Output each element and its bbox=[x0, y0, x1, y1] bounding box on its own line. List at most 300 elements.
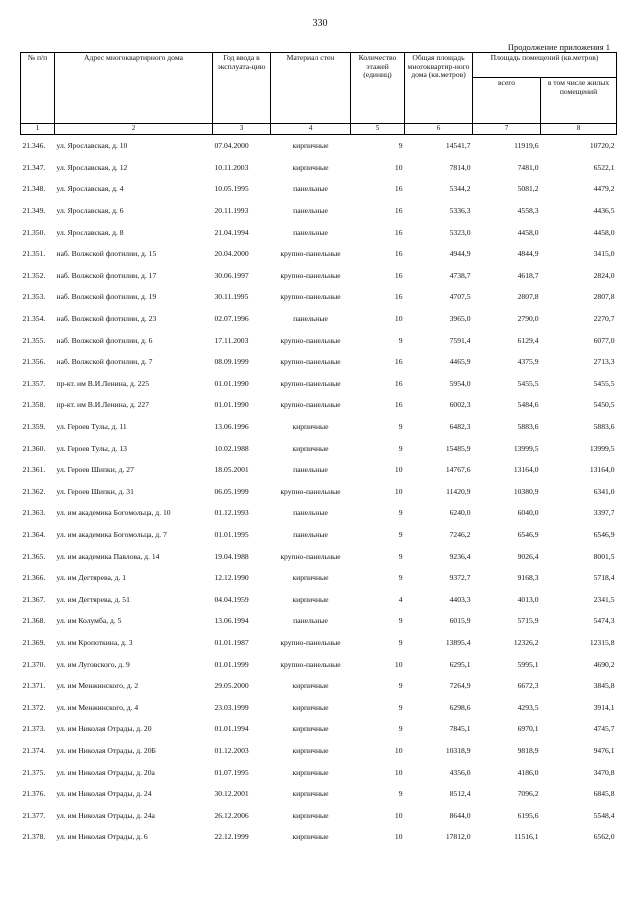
col-number: 5 bbox=[351, 124, 405, 135]
row-material: панельные bbox=[293, 616, 328, 626]
row-total-area: 17812,0 bbox=[445, 832, 471, 842]
row-premises-all: 4186,0 bbox=[517, 767, 539, 777]
row-year: 30.11.1995 bbox=[214, 292, 249, 302]
row-premises-living: 5474,3 bbox=[593, 616, 615, 626]
table-row bbox=[21, 221, 617, 243]
row-premises-living: 5455,5 bbox=[593, 378, 615, 388]
row-material: кирпичные bbox=[292, 767, 329, 777]
row-number: 21.348. bbox=[22, 184, 46, 194]
row-material: крупно-панельные bbox=[280, 400, 341, 410]
row-address: наб. Волжской флотилии, д. 6 bbox=[56, 335, 153, 345]
row-premises-all: 4618,7 bbox=[517, 270, 539, 280]
row-year: 01.12.2003 bbox=[214, 745, 249, 755]
row-year: 19.04.1988 bbox=[214, 551, 249, 561]
row-premises-living: 5883,6 bbox=[593, 422, 615, 432]
row-year: 01.07.1995 bbox=[214, 767, 249, 777]
row-material: панельные bbox=[293, 184, 328, 194]
row-address: ул. Ярославская, д. 8 bbox=[56, 227, 124, 237]
row-premises-all: 4013,0 bbox=[517, 594, 539, 604]
row-total-area: 8644,0 bbox=[449, 810, 471, 820]
row-number: 21.350. bbox=[22, 227, 46, 237]
row-material: крупно-панельные bbox=[280, 249, 341, 259]
row-number: 21.378. bbox=[22, 832, 46, 842]
row-number: 21.354. bbox=[22, 314, 46, 324]
row-address: ул. им академика Богомольца, д. 10 bbox=[56, 508, 171, 518]
row-number: 21.372. bbox=[22, 702, 46, 712]
row-material: крупно-панельные bbox=[280, 378, 341, 388]
row-material: кирпичные bbox=[292, 810, 329, 820]
row-premises-all: 11516,1 bbox=[514, 832, 539, 842]
row-material: кирпичные bbox=[292, 745, 329, 755]
row-total-area: 4707,5 bbox=[449, 292, 471, 302]
col-number: 4 bbox=[271, 124, 351, 135]
row-number: 21.355. bbox=[22, 335, 46, 345]
row-total-area: 7246,2 bbox=[449, 529, 471, 539]
header-living: в том числе жилых помещений bbox=[541, 78, 617, 124]
row-floors: 16 bbox=[394, 270, 403, 280]
table-row bbox=[21, 286, 617, 308]
header-year: Год ввода в эксплуата-цию bbox=[213, 53, 271, 124]
row-address: наб. Волжской флотилии, д. 17 bbox=[56, 270, 157, 280]
table-row bbox=[21, 135, 617, 157]
header-all: всего bbox=[473, 78, 541, 124]
row-total-area: 6482,3 bbox=[449, 422, 471, 432]
row-total-area: 4403,3 bbox=[449, 594, 471, 604]
row-year: 20.11.1993 bbox=[214, 206, 249, 216]
row-address: ул. им Менжинского, д. 4 bbox=[56, 702, 139, 712]
row-address: ул. им Колумба, д. 5 bbox=[56, 616, 122, 626]
row-year: 17.11.2003 bbox=[214, 335, 249, 345]
row-address: ул. им Луговского, д. 9 bbox=[56, 659, 130, 669]
row-number: 21.358. bbox=[22, 400, 46, 410]
row-address: ул. им Николая Отрады, д. 20 bbox=[56, 724, 152, 734]
row-year: 29.05.2000 bbox=[214, 681, 249, 691]
row-floors: 16 bbox=[394, 206, 403, 216]
row-address: ул. Героев Тулы, д. 11 bbox=[56, 422, 127, 432]
row-premises-living: 12315,8 bbox=[589, 637, 615, 647]
row-total-area: 6295,1 bbox=[449, 659, 471, 669]
row-number: 21.374. bbox=[22, 745, 46, 755]
row-premises-all: 12326,2 bbox=[513, 637, 539, 647]
row-floors: 10 bbox=[394, 767, 403, 777]
row-premises-all: 9026,4 bbox=[517, 551, 539, 561]
row-year: 06.05.1999 bbox=[214, 486, 249, 496]
row-premises-all: 5455,5 bbox=[517, 378, 539, 388]
page-number: 330 bbox=[312, 18, 328, 29]
row-address: ул. им Кропоткина, д. 3 bbox=[56, 637, 133, 647]
row-floors: 9 bbox=[398, 702, 403, 712]
row-address: ул. им Николая Отрады, д. 24а bbox=[56, 810, 155, 820]
row-total-area: 7264,9 bbox=[449, 681, 471, 691]
row-premises-all: 6672,3 bbox=[517, 681, 539, 691]
row-year: 30.06.1997 bbox=[214, 270, 249, 280]
row-floors: 9 bbox=[398, 616, 403, 626]
row-year: 04.04.1959 bbox=[214, 594, 249, 604]
row-floors: 9 bbox=[398, 508, 403, 518]
row-year: 01.01.1987 bbox=[214, 637, 249, 647]
row-premises-living: 8001,5 bbox=[593, 551, 615, 561]
row-material: кирпичные bbox=[292, 422, 329, 432]
row-address: наб. Волжской флотилии, д. 19 bbox=[56, 292, 157, 302]
row-premises-living: 2341,5 bbox=[593, 594, 615, 604]
row-total-area: 6015,9 bbox=[449, 616, 471, 626]
row-premises-all: 5081,2 bbox=[517, 184, 539, 194]
row-floors: 9 bbox=[398, 724, 403, 734]
table-row bbox=[21, 308, 617, 330]
row-number: 21.347. bbox=[22, 162, 46, 172]
row-premises-living: 6546,9 bbox=[593, 529, 615, 539]
row-premises-living: 4745,7 bbox=[593, 724, 615, 734]
row-year: 21.04.1994 bbox=[214, 227, 249, 237]
row-total-area: 11420,9 bbox=[446, 486, 471, 496]
row-total-area: 9236,4 bbox=[449, 551, 471, 561]
row-premises-living: 10720,2 bbox=[589, 141, 615, 151]
row-premises-living: 6077,0 bbox=[593, 335, 615, 345]
col-number: 3 bbox=[213, 124, 271, 135]
header-premises-area: Площадь помещений (кв.метров) bbox=[473, 53, 617, 78]
row-premises-living: 9476,1 bbox=[593, 745, 615, 755]
row-number: 21.356. bbox=[22, 357, 46, 367]
row-address: ул. Ярославская, д. 12 bbox=[56, 162, 128, 172]
row-year: 08.09.1999 bbox=[214, 357, 249, 367]
table-row bbox=[21, 740, 617, 762]
table-row bbox=[21, 243, 617, 265]
table-row bbox=[21, 373, 617, 395]
row-premises-all: 10380,9 bbox=[513, 486, 539, 496]
row-premises-all: 4293,5 bbox=[517, 702, 539, 712]
row-number: 21.363. bbox=[22, 508, 46, 518]
row-floors: 10 bbox=[394, 810, 403, 820]
row-floors: 10 bbox=[394, 659, 403, 669]
row-floors: 10 bbox=[394, 745, 403, 755]
row-premises-living: 6341,0 bbox=[593, 486, 615, 496]
row-floors: 9 bbox=[398, 551, 403, 561]
row-total-area: 7814,0 bbox=[449, 162, 471, 172]
row-year: 01.01.1990 bbox=[214, 400, 249, 410]
row-number: 21.352. bbox=[22, 270, 46, 280]
row-number: 21.375. bbox=[22, 767, 46, 777]
row-address: пр-кт. им В.И.Ленина, д. 227 bbox=[56, 400, 150, 410]
header-num: № п/п bbox=[21, 53, 55, 124]
row-address: ул. им Дегтярева, д. 51 bbox=[56, 594, 130, 604]
table-row bbox=[21, 826, 617, 848]
table-row bbox=[21, 157, 617, 179]
table-row bbox=[21, 502, 617, 524]
row-year: 18.05.2001 bbox=[214, 465, 249, 475]
table-row bbox=[21, 200, 617, 222]
row-total-area: 13895,4 bbox=[445, 637, 471, 647]
row-material: панельные bbox=[293, 465, 328, 475]
row-total-area: 10318,9 bbox=[445, 745, 471, 755]
row-premises-all: 7096,2 bbox=[517, 789, 539, 799]
row-floors: 16 bbox=[394, 357, 403, 367]
row-premises-all: 6129,4 bbox=[517, 335, 539, 345]
row-premises-living: 5718,4 bbox=[593, 573, 615, 583]
table-row bbox=[21, 416, 617, 438]
row-year: 13.06.1994 bbox=[214, 616, 249, 626]
row-premises-living: 3470,8 bbox=[593, 767, 615, 777]
row-total-area: 14767,6 bbox=[445, 465, 471, 475]
table-row bbox=[21, 804, 617, 826]
table-row bbox=[21, 524, 617, 546]
row-premises-living: 6562,0 bbox=[593, 832, 615, 842]
row-address: ул. Героев Тулы, д. 13 bbox=[56, 443, 127, 453]
col-number: 1 bbox=[21, 124, 55, 135]
row-material: кирпичные bbox=[292, 162, 329, 172]
row-premises-living: 4690,2 bbox=[593, 659, 615, 669]
row-premises-all: 5484,6 bbox=[517, 400, 539, 410]
row-floors: 16 bbox=[394, 400, 403, 410]
row-material: крупно-панельные bbox=[280, 270, 341, 280]
row-floors: 16 bbox=[394, 249, 403, 259]
table-row bbox=[21, 653, 617, 675]
row-total-area: 5344,2 bbox=[449, 184, 471, 194]
row-material: кирпичные bbox=[292, 789, 329, 799]
row-premises-living: 2713,3 bbox=[593, 357, 615, 367]
row-address: пр-кт. им В.И.Ленина, д. 225 bbox=[56, 378, 150, 388]
row-material: крупно-панельные bbox=[280, 335, 341, 345]
table-row bbox=[21, 567, 617, 589]
row-year: 10.02.1988 bbox=[214, 443, 249, 453]
row-material: кирпичные bbox=[292, 573, 329, 583]
row-premises-all: 6040,0 bbox=[517, 508, 539, 518]
row-floors: 9 bbox=[398, 422, 403, 432]
row-number: 21.359. bbox=[22, 422, 46, 432]
table-row bbox=[21, 178, 617, 200]
row-number: 21.370. bbox=[22, 659, 46, 669]
row-material: панельные bbox=[293, 314, 328, 324]
table-row bbox=[21, 783, 617, 805]
row-year: 20.04.2000 bbox=[214, 249, 249, 259]
row-year: 10.11.2003 bbox=[214, 162, 249, 172]
row-year: 01.01.1995 bbox=[214, 529, 249, 539]
row-floors: 16 bbox=[394, 292, 403, 302]
row-year: 02.07.1996 bbox=[214, 314, 249, 324]
row-material: кирпичные bbox=[292, 594, 329, 604]
row-material: кирпичные bbox=[292, 832, 329, 842]
row-address: наб. Волжской флотилии, д. 15 bbox=[56, 249, 157, 259]
row-total-area: 9372,7 bbox=[449, 573, 471, 583]
row-premises-all: 6195,6 bbox=[517, 810, 539, 820]
row-total-area: 14541,7 bbox=[445, 141, 471, 151]
header-address: Адрес многоквартирного дома bbox=[55, 53, 213, 124]
row-year: 30.12.2001 bbox=[214, 789, 249, 799]
row-premises-living: 4479,2 bbox=[593, 184, 615, 194]
col-number: 7 bbox=[473, 124, 541, 135]
row-premises-living: 2270,7 bbox=[593, 314, 615, 324]
row-material: кирпичные bbox=[292, 724, 329, 734]
row-number: 21.346. bbox=[22, 141, 46, 151]
row-material: кирпичные bbox=[292, 702, 329, 712]
table-body bbox=[21, 135, 617, 848]
row-premises-living: 4458,0 bbox=[593, 227, 615, 237]
row-floors: 9 bbox=[398, 141, 403, 151]
row-total-area: 4356,0 bbox=[449, 767, 471, 777]
row-year: 01.01.1994 bbox=[214, 724, 249, 734]
row-floors: 16 bbox=[394, 227, 403, 237]
header-floors: Количество этажей (единиц) bbox=[351, 53, 405, 124]
row-premises-living: 2824,0 bbox=[593, 270, 615, 280]
row-number: 21.369. bbox=[22, 637, 46, 647]
table-row bbox=[21, 718, 617, 740]
row-year: 23.03.1999 bbox=[214, 702, 249, 712]
row-floors: 10 bbox=[394, 162, 403, 172]
row-premises-all: 9818,9 bbox=[517, 745, 539, 755]
row-year: 10.05.1995 bbox=[214, 184, 249, 194]
row-year: 07.04.2000 bbox=[214, 141, 249, 151]
row-number: 21.366. bbox=[22, 573, 46, 583]
row-premises-living: 6522,1 bbox=[593, 162, 615, 172]
row-material: крупно-панельные bbox=[280, 659, 341, 669]
row-number: 21.377. bbox=[22, 810, 46, 820]
table-row bbox=[21, 459, 617, 481]
row-material: крупно-панельные bbox=[280, 486, 341, 496]
row-number: 21.367. bbox=[22, 594, 46, 604]
row-total-area: 4738,7 bbox=[449, 270, 471, 280]
col-number: 8 bbox=[541, 124, 617, 135]
table-row bbox=[21, 545, 617, 567]
row-premises-all: 5995,1 bbox=[517, 659, 539, 669]
row-premises-living: 5450,5 bbox=[593, 400, 615, 410]
row-premises-living: 13164,0 bbox=[589, 465, 615, 475]
header-material: Материал стен bbox=[271, 53, 351, 124]
row-address: ул. Ярославская, д. 10 bbox=[56, 141, 128, 151]
row-number: 21.351. bbox=[22, 249, 46, 259]
row-number: 21.365. bbox=[22, 551, 46, 561]
row-address: ул. им Менжинского, д. 2 bbox=[56, 681, 139, 691]
row-number: 21.371. bbox=[22, 681, 46, 691]
row-floors: 10 bbox=[394, 486, 403, 496]
row-floors: 9 bbox=[398, 443, 403, 453]
row-floors: 9 bbox=[398, 637, 403, 647]
row-premises-all: 7481,0 bbox=[517, 162, 539, 172]
row-premises-living: 3397,7 bbox=[593, 508, 615, 518]
col-number: 6 bbox=[405, 124, 473, 135]
table-row bbox=[21, 265, 617, 287]
col-number: 2 bbox=[55, 124, 213, 135]
row-number: 21.349. bbox=[22, 206, 46, 216]
row-material: крупно-панельные bbox=[280, 357, 341, 367]
row-number: 21.360. bbox=[22, 443, 46, 453]
table-row bbox=[21, 481, 617, 503]
row-floors: 10 bbox=[394, 832, 403, 842]
table-row bbox=[21, 761, 617, 783]
row-premises-all: 4844,9 bbox=[517, 249, 539, 259]
row-address: ул. им Николая Отрады, д. 6 bbox=[56, 832, 148, 842]
row-total-area: 6240,0 bbox=[449, 508, 471, 518]
row-material: крупно-панельные bbox=[280, 551, 341, 561]
row-floors: 9 bbox=[398, 529, 403, 539]
row-total-area: 8512,4 bbox=[449, 789, 471, 799]
row-premises-all: 4375,9 bbox=[517, 357, 539, 367]
row-number: 21.362. bbox=[22, 486, 46, 496]
row-premises-living: 6845,8 bbox=[593, 789, 615, 799]
row-address: наб. Волжской флотилии, д. 23 bbox=[56, 314, 157, 324]
row-premises-all: 2807,8 bbox=[517, 292, 539, 302]
row-total-area: 4465,9 bbox=[449, 357, 471, 367]
row-year: 13.06.1996 bbox=[214, 422, 249, 432]
row-material: панельные bbox=[293, 227, 328, 237]
row-year: 26.12.2006 bbox=[214, 810, 249, 820]
row-total-area: 7845,1 bbox=[449, 724, 471, 734]
row-premises-all: 13999,5 bbox=[513, 443, 539, 453]
row-year: 12.12.1990 bbox=[214, 573, 249, 583]
table-row bbox=[21, 675, 617, 697]
row-premises-all: 4458,0 bbox=[517, 227, 539, 237]
row-year: 01.01.1999 bbox=[214, 659, 249, 669]
row-total-area: 7591,4 bbox=[449, 335, 471, 345]
row-total-area: 5954,0 bbox=[449, 378, 471, 388]
row-number: 21.373. bbox=[22, 724, 46, 734]
row-floors: 9 bbox=[398, 573, 403, 583]
row-material: кирпичные bbox=[292, 681, 329, 691]
row-premises-all: 6970,1 bbox=[517, 724, 539, 734]
continuation-note: Продолжение приложения 1 bbox=[507, 42, 610, 52]
row-floors: 16 bbox=[394, 184, 403, 194]
row-total-area: 4944,9 bbox=[449, 249, 471, 259]
row-year: 01.01.1990 bbox=[214, 378, 249, 388]
row-number: 21.376. bbox=[22, 789, 46, 799]
row-premises-all: 2790,0 bbox=[517, 314, 539, 324]
row-total-area: 15485,9 bbox=[445, 443, 471, 453]
row-premises-living: 2807,8 bbox=[593, 292, 615, 302]
row-material: панельные bbox=[293, 508, 328, 518]
table-row bbox=[21, 696, 617, 718]
row-address: ул. Ярославская, д. 4 bbox=[56, 184, 124, 194]
row-total-area: 6002,3 bbox=[449, 400, 471, 410]
row-address: ул. им Николая Отрады, д. 20Б bbox=[56, 745, 156, 755]
row-premises-all: 11919,6 bbox=[514, 141, 539, 151]
row-total-area: 5336,3 bbox=[449, 206, 471, 216]
row-premises-all: 13164,0 bbox=[513, 465, 539, 475]
row-premises-all: 9168,3 bbox=[517, 573, 539, 583]
row-material: кирпичные bbox=[292, 141, 329, 151]
table-row bbox=[21, 588, 617, 610]
row-number: 21.364. bbox=[22, 529, 46, 539]
row-premises-living: 3415,0 bbox=[593, 249, 615, 259]
row-total-area: 6298,6 bbox=[449, 702, 471, 712]
row-number: 21.357. bbox=[22, 378, 46, 388]
row-material: панельные bbox=[293, 206, 328, 216]
table-row bbox=[21, 329, 617, 351]
row-year: 22.12.1999 bbox=[214, 832, 249, 842]
row-floors: 9 bbox=[398, 789, 403, 799]
row-premises-living: 13999,5 bbox=[589, 443, 615, 453]
row-floors: 9 bbox=[398, 681, 403, 691]
row-year: 01.12.1993 bbox=[214, 508, 249, 518]
row-floors: 10 bbox=[394, 465, 403, 475]
row-number: 21.353. bbox=[22, 292, 46, 302]
row-premises-living: 5548,4 bbox=[593, 810, 615, 820]
row-address: ул. им Дегтярева, д. 1 bbox=[56, 573, 127, 583]
row-material: крупно-панельные bbox=[280, 292, 341, 302]
row-address: ул. им академика Богомольца, д. 7 bbox=[56, 529, 167, 539]
table-row bbox=[21, 632, 617, 654]
row-floors: 4 bbox=[398, 594, 403, 604]
row-material: кирпичные bbox=[292, 443, 329, 453]
row-address: ул. Героев Шипки, д. 27 bbox=[56, 465, 134, 475]
row-address: ул. Ярославская, д. 6 bbox=[56, 206, 124, 216]
row-premises-living: 4436,5 bbox=[593, 206, 615, 216]
row-premises-all: 5715,9 bbox=[517, 616, 539, 626]
row-premises-living: 3845,8 bbox=[593, 681, 615, 691]
row-number: 21.361. bbox=[22, 465, 46, 475]
table-row bbox=[21, 610, 617, 632]
row-total-area: 3965,0 bbox=[449, 314, 471, 324]
row-total-area: 5323,0 bbox=[449, 227, 471, 237]
housing-register-table bbox=[20, 52, 617, 848]
row-material: крупно-панельные bbox=[280, 637, 341, 647]
